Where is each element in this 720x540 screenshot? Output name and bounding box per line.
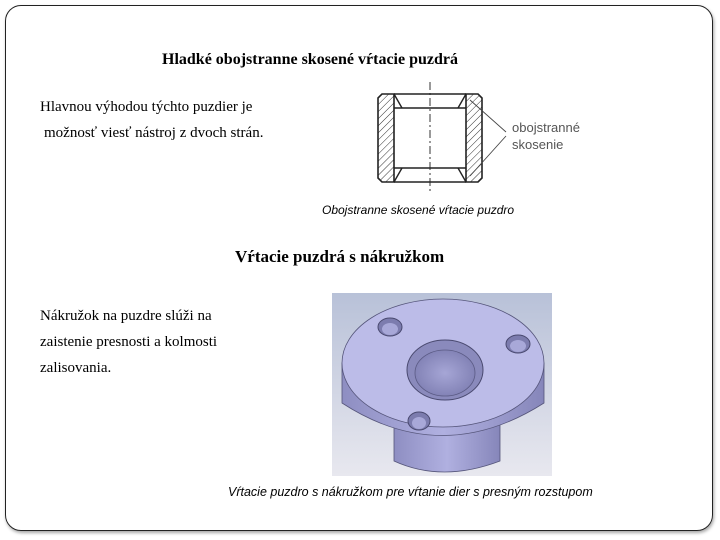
section2-title: Vŕtacie puzdrá s nákružkom xyxy=(235,247,445,266)
chamfer-label-line-2: skosenie xyxy=(512,137,564,152)
section2-paragraph-line-2: zaistenie presnosti a kolmosti xyxy=(40,334,218,350)
chamfer-label-line-1: obojstranné xyxy=(512,120,580,135)
section2-caption: Vŕtacie puzdro s nákružkom pre vŕtanie dier s presným rozstupom xyxy=(228,485,593,499)
section1-paragraph-line-2: možnosť viesť nástroj z dvoch strán. xyxy=(44,125,264,141)
section2-paragraph-line-3: zalisovania. xyxy=(40,360,112,376)
section1-title: Hladké obojstranne skosené vŕtacie puzdrá xyxy=(162,51,458,68)
bushing-cross-section-diagram xyxy=(360,80,590,200)
section1-paragraph xyxy=(40,94,263,146)
flanged-bushing-3d-render xyxy=(332,293,552,476)
section1-paragraph-line-1: Hlavnou výhodou týchto puzdier je xyxy=(40,99,253,115)
section1-caption: Obojstranne skosené vŕtacie puzdro xyxy=(322,203,515,217)
section2-paragraph-line-1: Nákružok na puzdre slúži na xyxy=(40,308,212,324)
section2-paragraph xyxy=(40,303,217,381)
